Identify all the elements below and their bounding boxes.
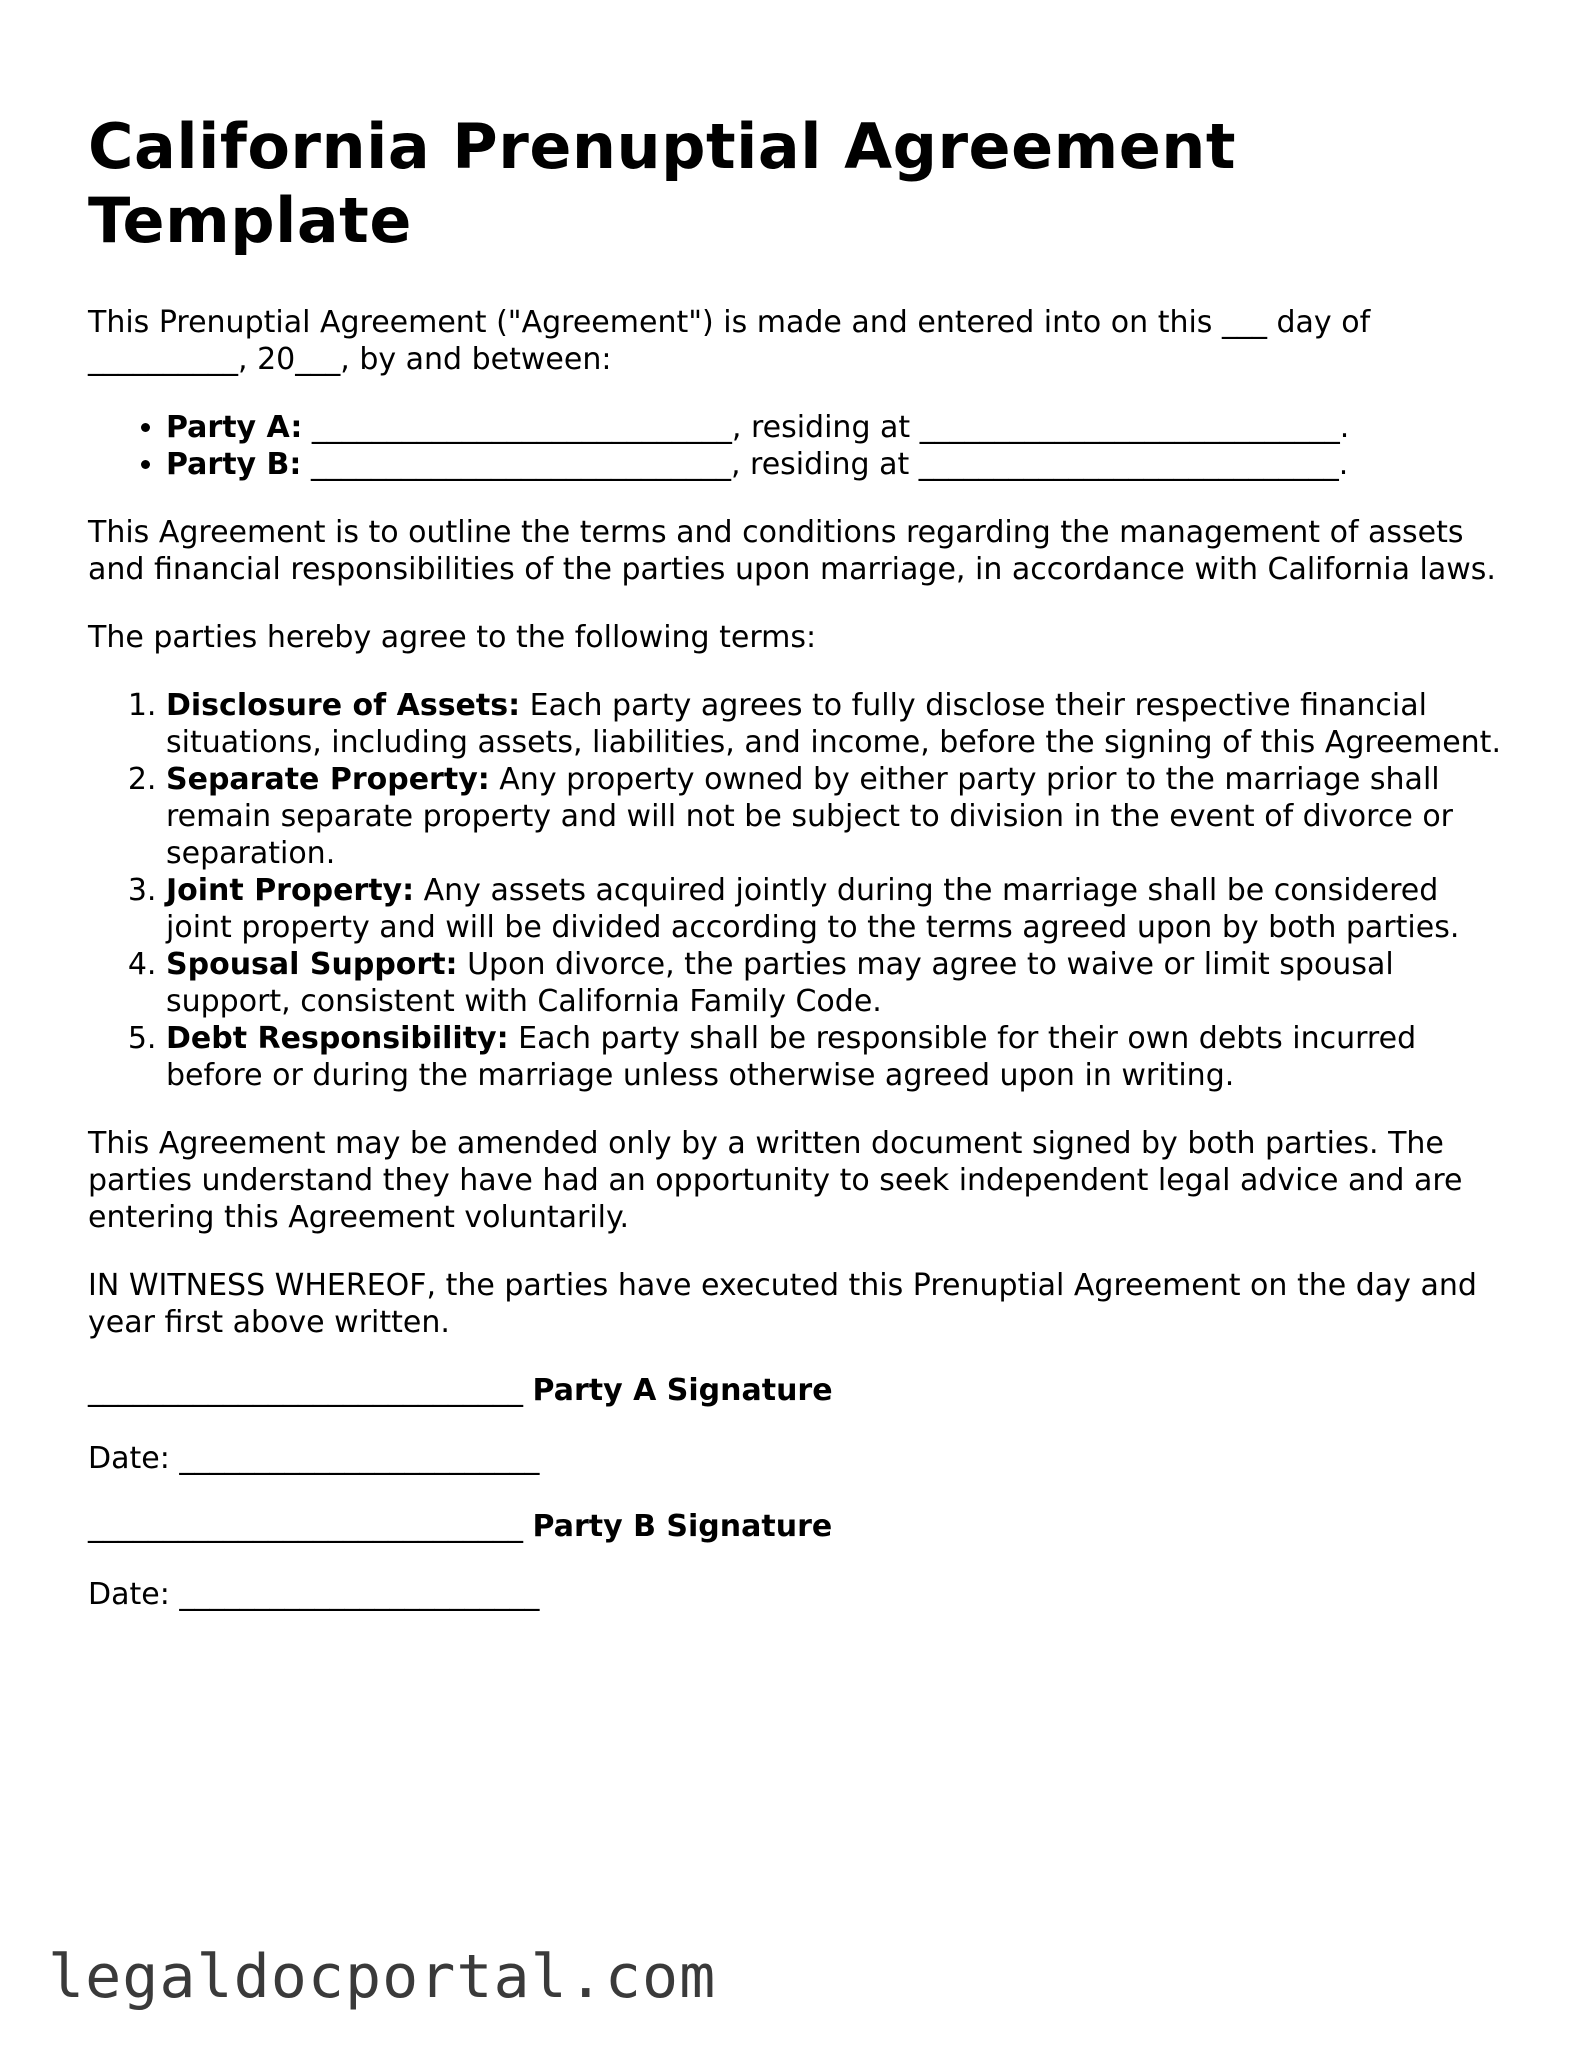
party-a-signature-line <box>88 1372 1508 1409</box>
term-text: Each party shall be responsible for their own debts incurred before or during the marriage unless otherwise agreed upon in writing. <box>166 1021 1417 1093</box>
party-a-label: Party A: <box>166 410 303 445</box>
terms-intro: The parties hereby agree to the following terms: <box>88 620 817 655</box>
party-a-date-line: Date: ________________________ <box>88 1441 540 1476</box>
term-label: Separate Property: <box>166 762 490 797</box>
term-text: Upon divorce, the parties may agree to waive or limit spousal support, consistent with California Family Code. <box>166 947 1394 1019</box>
term-item <box>166 1020 1508 1094</box>
term-item <box>166 946 1508 1020</box>
document-page <box>88 110 1508 1644</box>
document-title: California Prenuptial Agreement Template <box>88 110 1237 257</box>
party-a-signature-label: Party A Signature <box>532 1373 833 1408</box>
term-label: Spousal Support: <box>166 947 458 982</box>
term-item <box>166 761 1508 872</box>
site-watermark: legaldocportal.com <box>48 1942 717 2012</box>
term-text: Any assets acquired jointly during the marriage shall be considered joint property and will be divided according to the terms agreed upon by both parties. <box>166 873 1460 945</box>
party-b-signature-line <box>88 1508 1508 1545</box>
party-b-label: Party B: <box>166 447 302 482</box>
term-label: Disclosure of Assets: <box>166 688 521 723</box>
term-label: Joint Property: <box>166 873 415 908</box>
parties-list <box>88 409 1508 483</box>
intro-paragraph: This Prenuptial Agreement ("Agreement") is made and entered into on this ___ day of __________, 20___, by and between: <box>88 305 1371 377</box>
terms-list <box>88 687 1508 1094</box>
party-b-item <box>166 446 1508 483</box>
party-b-text: ____________________________, residing at ____________________________. <box>301 447 1349 482</box>
witness-paragraph: IN WITNESS WHEREOF, the parties have executed this Prenuptial Agreement on the day and year first above written. <box>88 1268 1477 1340</box>
party-a-text: ____________________________, residing at ____________________________. <box>302 410 1350 445</box>
term-item <box>166 687 1508 761</box>
party-a-signature-blank: _____________________________ <box>88 1373 533 1408</box>
term-item <box>166 872 1508 946</box>
party-b-signature-blank: _____________________________ <box>88 1509 533 1544</box>
party-b-signature-label: Party B Signature <box>532 1509 833 1544</box>
amendment-paragraph: This Agreement may be amended only by a written document signed by both parties. The parties understand they have had an opportunity to seek independent legal advice and are entering this Agreement voluntarily. <box>88 1126 1463 1235</box>
purpose-paragraph: This Agreement is to outline the terms and conditions regarding the management of assets and financial responsibilities of the parties upon marriage, in accordance with California laws. <box>88 515 1496 587</box>
term-text: Each party agrees to fully disclose their respective financial situations, including assets, liabilities, and income, before the signing of this Agreement. <box>166 688 1501 760</box>
party-a-item <box>166 409 1508 446</box>
term-text: Any property owned by either party prior to the marriage shall remain separate property and will not be subject to division in the event of divorce or separation. <box>166 762 1454 871</box>
party-b-date-line: Date: ________________________ <box>88 1577 540 1612</box>
term-label: Debt Responsibility: <box>166 1021 509 1056</box>
